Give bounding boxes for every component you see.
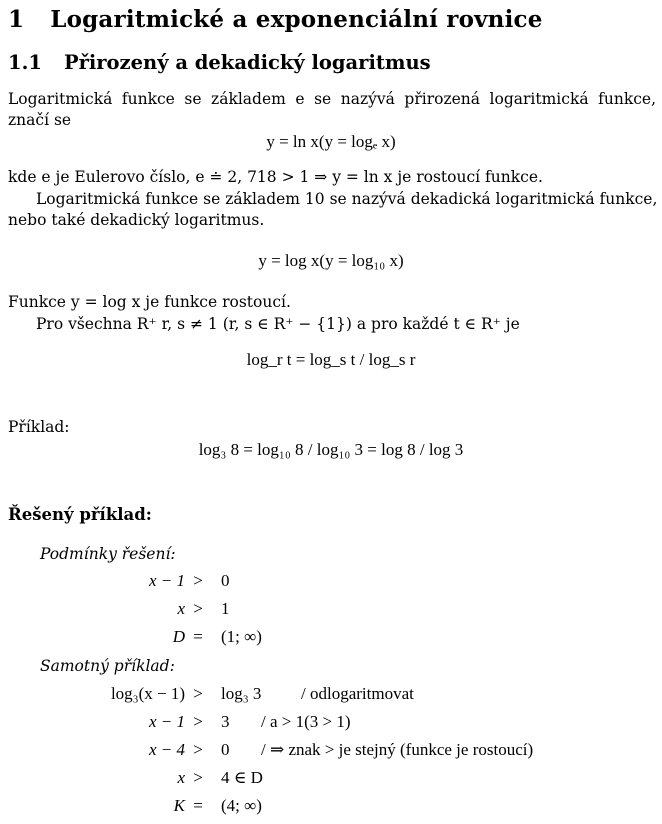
subsection-number: 1.1 [8, 51, 42, 74]
paragraph-natural-log-line2: značí se [8, 111, 72, 129]
equation-example: log₃ 8 = log₁₀ 8 / log₁₀ 3 = log 8 / log 3 [198, 440, 464, 459]
condition-lhs: x − 1 [148, 571, 185, 590]
solution-note: / ⇒ znak > je stejný (funkce je rostoucí) [261, 740, 534, 759]
paragraph-natural-log-line1: Logaritmická funkce se základem e se nazývá přirozená logaritmická funkce, [8, 90, 656, 108]
solution-lhs: x [177, 768, 185, 787]
solution-lhs: K [173, 796, 185, 815]
paragraph-increasing: Funkce y = log x je funkce rostoucí. [8, 293, 291, 311]
solved-example-heading: Řešený příklad: [8, 505, 152, 524]
condition-rhs: 0 [221, 571, 230, 590]
subsection-heading [8, 51, 431, 74]
condition-row [0, 571, 230, 591]
equation-decadic-log: y = log x(y = log₁₀ x) [258, 251, 404, 270]
solution-rhs: 3 [221, 712, 230, 731]
solution-relation: > [193, 740, 203, 759]
condition-row [0, 599, 230, 619]
solution-row [0, 712, 351, 732]
section-number: 1 [8, 6, 25, 33]
solution-lhs: log₃(x − 1) [110, 684, 185, 703]
solution-note: / odlogaritmovat [301, 684, 414, 703]
solution-lhs: x − 4 [148, 740, 185, 759]
solution-row [0, 796, 262, 816]
equation-natural-log: y = ln x(y = logₑ x) [266, 132, 396, 151]
solution-note: / a > 1(3 > 1) [261, 712, 351, 731]
solution-row [0, 684, 414, 704]
paragraph-decadic-line1: Logaritmická funkce se základem 10 se nazývá dekadická logaritmická funkce, [36, 190, 658, 208]
condition-lhs: D [172, 627, 185, 646]
solution-relation: > [193, 684, 203, 703]
paragraph-decadic-line2: nebo také dekadický logaritmus. [8, 211, 265, 229]
condition-row [0, 627, 262, 647]
solution-rhs: log₃ 3 [221, 684, 262, 703]
solution-row [0, 768, 263, 788]
example-label: Příklad: [8, 418, 70, 436]
condition-relation: > [193, 571, 203, 590]
section-title: Logaritmické a exponenciální rovnice [50, 6, 543, 33]
solution-relation: = [193, 796, 203, 815]
section-heading [8, 6, 543, 33]
solution-relation: > [193, 712, 203, 731]
solution-relation: > [193, 768, 203, 787]
equation-base-change: log_r t = log_s t / log_s r [246, 350, 416, 369]
solution-rhs: 4 ∈ D [221, 768, 263, 787]
paragraph-base-change: Pro všechna R⁺ r, s ≠ 1 (r, s ∈ R⁺ − {1}) a pro každé t ∈ R⁺ je [36, 315, 520, 333]
subsection-title: Přirozený a dekadický logaritmus [63, 51, 431, 74]
solution-row [0, 740, 533, 760]
solution-rhs: 0 [221, 740, 230, 759]
solution-lhs: x − 1 [148, 712, 185, 731]
solution-rhs: (4; ∞) [221, 796, 262, 815]
condition-rhs: (1; ∞) [221, 627, 262, 646]
paragraph-euler: kde e je Eulerovo číslo, e ≐ 2, 718 > 1 ⇒ y = ln x je rostoucí funkce. [8, 168, 543, 186]
condition-relation: = [193, 627, 203, 646]
condition-rhs: 1 [221, 599, 230, 618]
condition-lhs: x [177, 599, 185, 618]
solution-label: Samotný příklad: [40, 657, 175, 675]
condition-relation: > [193, 599, 203, 618]
conditions-label: Podmínky řešení: [40, 545, 176, 563]
